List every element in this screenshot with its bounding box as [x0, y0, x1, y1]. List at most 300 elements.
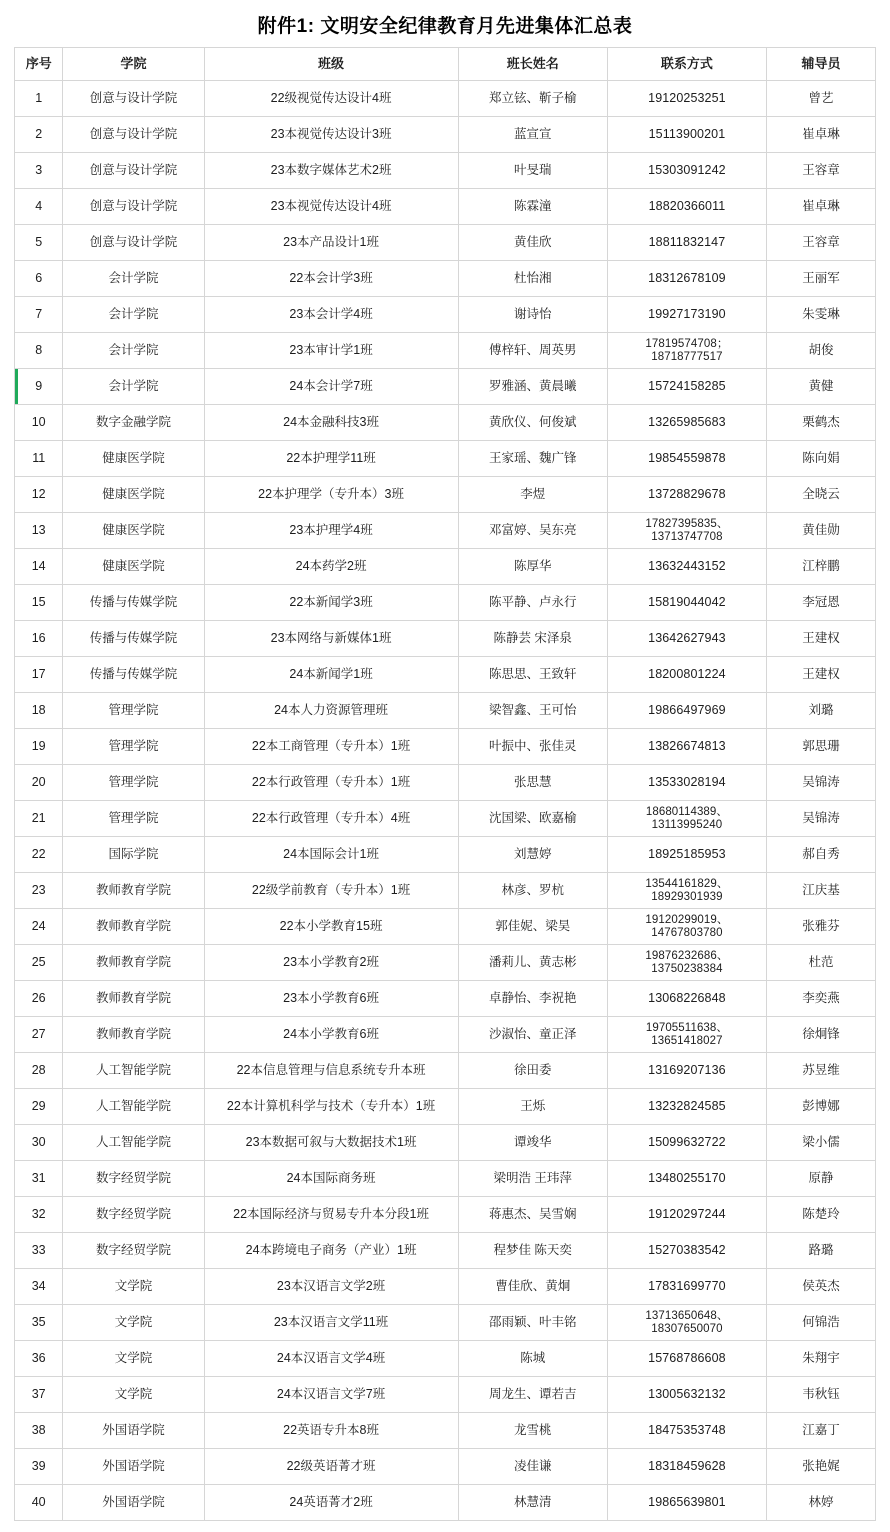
cell-monitor: 王烁: [458, 1089, 607, 1125]
cell-monitor: 徐田委: [458, 1053, 607, 1089]
cell-class: 24本国际商务班: [204, 1161, 458, 1197]
cell-index: 11: [15, 441, 63, 477]
table-row: [15, 225, 876, 261]
cell-class: 22本护理学11班: [204, 441, 458, 477]
cell-class: 23本护理学4班: [204, 513, 458, 549]
cell-line: 13651418027: [651, 1034, 723, 1047]
cell-class: 24本小学教育6班: [204, 1017, 458, 1053]
table-row: [15, 1305, 876, 1341]
cell-college: 外国语学院: [63, 1485, 204, 1521]
cell-index: 8: [15, 333, 63, 369]
cell-index: 40: [15, 1485, 63, 1521]
cell-contact: [607, 801, 766, 837]
cell-monitor: 陈城: [458, 1341, 607, 1377]
cell-college: 会计学院: [63, 297, 204, 333]
table-row: [15, 153, 876, 189]
cell-contact: 18200801224: [607, 657, 766, 693]
cell-contact: 18820366011: [607, 189, 766, 225]
cell-index: 16: [15, 621, 63, 657]
cell-class: 23本数据可叙与大数据技术1班: [204, 1125, 458, 1161]
cell-class: 22本新闻学3班: [204, 585, 458, 621]
table-row: [15, 1377, 876, 1413]
cell-class: 24本汉语言文学7班: [204, 1377, 458, 1413]
table-row: [15, 801, 876, 837]
cell-index: 39: [15, 1449, 63, 1485]
table-row: [15, 333, 876, 369]
cell-monitor: 卓静怡、李祝艳: [458, 981, 607, 1017]
cell-line: 14767803780: [651, 926, 723, 939]
cell-college: 文学院: [63, 1269, 204, 1305]
cell-index: 17: [15, 657, 63, 693]
cell-class: 23本数字媒体艺术2班: [204, 153, 458, 189]
cell-class: 22本国际经济与贸易专升本分段1班: [204, 1197, 458, 1233]
table-row: [15, 1125, 876, 1161]
cell-tutor: 崔卓琳: [767, 189, 876, 225]
cell-monitor: 蓝宣宣: [458, 117, 607, 153]
table-row: [15, 693, 876, 729]
cell-college: 教师教育学院: [63, 909, 204, 945]
cell-contact: [607, 1305, 766, 1341]
cell-class: 24本跨境电子商务（产业）1班: [204, 1233, 458, 1269]
cell-tutor: 朱翔宇: [767, 1341, 876, 1377]
cell-monitor: 潘莉儿、黄志彬: [458, 945, 607, 981]
cell-college: 外国语学院: [63, 1413, 204, 1449]
table-row: [15, 1413, 876, 1449]
cell-class: 23本汉语言文学11班: [204, 1305, 458, 1341]
cell-contact: 15099632722: [607, 1125, 766, 1161]
cell-line: 13713650648、: [645, 1309, 729, 1322]
cell-tutor: 曾艺: [767, 81, 876, 117]
column-header-monitor: 班长姓名: [458, 48, 607, 81]
cell-contact: 13533028194: [607, 765, 766, 801]
cell-tutor: 朱雯琳: [767, 297, 876, 333]
cell-tutor: 黄佳勋: [767, 513, 876, 549]
cell-tutor: 林婷: [767, 1485, 876, 1521]
cell-monitor: 沙淑怡、童正泽: [458, 1017, 607, 1053]
cell-contact: [607, 873, 766, 909]
cell-college: 健康医学院: [63, 549, 204, 585]
cell-contact: [607, 333, 766, 369]
cell-college: 创意与设计学院: [63, 225, 204, 261]
cell-index: 28: [15, 1053, 63, 1089]
cell-tutor: 栗鹤杰: [767, 405, 876, 441]
cell-class: 23本产品设计1班: [204, 225, 458, 261]
cell-college: 国际学院: [63, 837, 204, 873]
cell-class: 23本网络与新媒体1班: [204, 621, 458, 657]
cell-contact: 17831699770: [607, 1269, 766, 1305]
cell-index: 23: [15, 873, 63, 909]
cell-class: 23本审计学1班: [204, 333, 458, 369]
cell-line: 19705511638、: [645, 1021, 729, 1034]
cell-tutor: 刘璐: [767, 693, 876, 729]
cell-contact: 19120297244: [607, 1197, 766, 1233]
cell-college: 教师教育学院: [63, 945, 204, 981]
cell-college: 管理学院: [63, 693, 204, 729]
table-row: [15, 1089, 876, 1125]
cell-class: 22本会计学3班: [204, 261, 458, 297]
cell-monitor: 梁智鑫、王可怡: [458, 693, 607, 729]
cell-class: 22本行政管理（专升本）1班: [204, 765, 458, 801]
cell-contact: 13728829678: [607, 477, 766, 513]
cell-index: 1: [15, 81, 63, 117]
table-row: [15, 513, 876, 549]
cell-index: 4: [15, 189, 63, 225]
cell-class: 23本小学教育2班: [204, 945, 458, 981]
cell-index: 10: [15, 405, 63, 441]
cell-tutor: 江庆基: [767, 873, 876, 909]
cell-college: 会计学院: [63, 261, 204, 297]
table-row: [15, 297, 876, 333]
cell-index: 36: [15, 1341, 63, 1377]
cell-index: 29: [15, 1089, 63, 1125]
cell-index: 18: [15, 693, 63, 729]
cell-college: 文学院: [63, 1305, 204, 1341]
cell-class: 23本视觉传达设计4班: [204, 189, 458, 225]
cell-class: 22本信息管理与信息系统专升本班: [204, 1053, 458, 1089]
cell-tutor: 全晓云: [767, 477, 876, 513]
cell-college: 会计学院: [63, 369, 204, 405]
table-row: [15, 1341, 876, 1377]
cell-tutor: 梁小儒: [767, 1125, 876, 1161]
table-row: [15, 657, 876, 693]
cell-tutor: 王建权: [767, 621, 876, 657]
cell-line: 13544161829、: [645, 877, 729, 890]
cell-index: 5: [15, 225, 63, 261]
cell-monitor: 罗雅涵、黄晨曦: [458, 369, 607, 405]
cell-class: 24本会计学7班: [204, 369, 458, 405]
cell-index: 38: [15, 1413, 63, 1449]
cell-contact: 13005632132: [607, 1377, 766, 1413]
cell-class: 22本护理学（专升本）3班: [204, 477, 458, 513]
cell-index: 25: [15, 945, 63, 981]
cell-tutor: 吴锦涛: [767, 765, 876, 801]
cell-class: 22级英语菁才班: [204, 1449, 458, 1485]
cell-index: 27: [15, 1017, 63, 1053]
cell-college: 创意与设计学院: [63, 117, 204, 153]
cell-monitor: 林彦、罗杭: [458, 873, 607, 909]
cell-monitor: 陈霖潼: [458, 189, 607, 225]
cell-college: 数字金融学院: [63, 405, 204, 441]
table-row: [15, 405, 876, 441]
cell-contact: 15768786608: [607, 1341, 766, 1377]
table-row: [15, 729, 876, 765]
cell-line: 18680114389、: [645, 805, 729, 818]
cell-index: 31: [15, 1161, 63, 1197]
column-header-class: 班级: [204, 48, 458, 81]
cell-contact: 15270383542: [607, 1233, 766, 1269]
cell-class: 24本金融科技3班: [204, 405, 458, 441]
cell-contact: 13169207136: [607, 1053, 766, 1089]
cell-tutor: 胡俊: [767, 333, 876, 369]
cell-college: 外国语学院: [63, 1449, 204, 1485]
cell-line: 19120299019、: [645, 913, 729, 926]
column-header-tutor: 辅导员: [767, 48, 876, 81]
cell-tutor: 韦秋钰: [767, 1377, 876, 1413]
cell-line: 17827395835、: [645, 517, 729, 530]
table-row: [15, 1449, 876, 1485]
cell-index: 37: [15, 1377, 63, 1413]
cell-line: 13713747708: [651, 530, 723, 543]
cell-college: 教师教育学院: [63, 873, 204, 909]
cell-monitor: 陈厚华: [458, 549, 607, 585]
cell-monitor: 邓富婷、吴东亮: [458, 513, 607, 549]
cell-college: 数字经贸学院: [63, 1233, 204, 1269]
cell-index: 22: [15, 837, 63, 873]
table-row: [15, 945, 876, 981]
cell-monitor: 傅梓轩、周英男: [458, 333, 607, 369]
table-row: [15, 909, 876, 945]
cell-contact: 18475353748: [607, 1413, 766, 1449]
cell-tutor: 陈楚玲: [767, 1197, 876, 1233]
cell-class: 22本行政管理（专升本）4班: [204, 801, 458, 837]
cell-contact: 15303091242: [607, 153, 766, 189]
table-row: [15, 1233, 876, 1269]
cell-monitor: 谭竣华: [458, 1125, 607, 1161]
cell-college: 人工智能学院: [63, 1125, 204, 1161]
cell-contact: 13826674813: [607, 729, 766, 765]
cell-tutor: 杜范: [767, 945, 876, 981]
table-row: [15, 873, 876, 909]
page-title: 附件1: 文明安全纪律教育月先进集体汇总表: [257, 16, 633, 37]
cell-college: 教师教育学院: [63, 1017, 204, 1053]
cell-contact: 13632443152: [607, 549, 766, 585]
cell-contact: 18318459628: [607, 1449, 766, 1485]
cell-college: 文学院: [63, 1341, 204, 1377]
column-header-index: 序号: [15, 48, 63, 81]
cell-tutor: 王建权: [767, 657, 876, 693]
cell-monitor: 曹佳欣、黄炯: [458, 1269, 607, 1305]
cell-index: 33: [15, 1233, 63, 1269]
cell-index: 34: [15, 1269, 63, 1305]
table-row: [15, 1161, 876, 1197]
table-row: [15, 1485, 876, 1521]
cell-class: 23本汉语言文学2班: [204, 1269, 458, 1305]
cell-class: 24本药学2班: [204, 549, 458, 585]
cell-contact: 18925185953: [607, 837, 766, 873]
cell-college: 会计学院: [63, 333, 204, 369]
cell-contact: [607, 1017, 766, 1053]
cell-monitor: 张思慧: [458, 765, 607, 801]
cell-contact: 19927173190: [607, 297, 766, 333]
cell-monitor: 梁明浩 王玮萍: [458, 1161, 607, 1197]
table-row: [15, 585, 876, 621]
cell-monitor: 沈国梁、欧嘉榆: [458, 801, 607, 837]
table-row: [15, 261, 876, 297]
cell-tutor: 张雅芬: [767, 909, 876, 945]
cell-monitor: 郭佳妮、梁昊: [458, 909, 607, 945]
cell-class: 22本小学教育15班: [204, 909, 458, 945]
cell-contact: 13232824585: [607, 1089, 766, 1125]
table-row: [15, 837, 876, 873]
cell-class: 22本工商管理（专升本）1班: [204, 729, 458, 765]
cell-tutor: 王容章: [767, 153, 876, 189]
cell-monitor: 程梦佳 陈天奕: [458, 1233, 607, 1269]
cell-index: 13: [15, 513, 63, 549]
cell-college: 教师教育学院: [63, 981, 204, 1017]
cell-tutor: 何锦浩: [767, 1305, 876, 1341]
cell-line: 18307650070: [651, 1322, 723, 1335]
cell-class: 22本计算机科学与技术（专升本）1班: [204, 1089, 458, 1125]
cell-contact: [607, 513, 766, 549]
cell-class: 23本视觉传达设计3班: [204, 117, 458, 153]
column-header-contact: 联系方式: [607, 48, 766, 81]
cell-index: 35: [15, 1305, 63, 1341]
cell-contact: [607, 909, 766, 945]
cell-class: 22英语专升本8班: [204, 1413, 458, 1449]
cell-college: 文学院: [63, 1377, 204, 1413]
column-header-college: 学院: [63, 48, 204, 81]
cell-tutor: 路璐: [767, 1233, 876, 1269]
cell-tutor: 郭思珊: [767, 729, 876, 765]
cell-monitor: 黄佳欣: [458, 225, 607, 261]
cell-college: 数字经贸学院: [63, 1161, 204, 1197]
table-row: [15, 81, 876, 117]
cell-college: 传播与传媒学院: [63, 621, 204, 657]
cell-tutor: 江嘉丁: [767, 1413, 876, 1449]
table-row: [15, 441, 876, 477]
cell-college: 管理学院: [63, 729, 204, 765]
cell-class: 24本人力资源管理班: [204, 693, 458, 729]
table-row: [15, 1197, 876, 1233]
cell-monitor: 邵雨颖、叶丰铭: [458, 1305, 607, 1341]
cell-tutor: 原静: [767, 1161, 876, 1197]
cell-college: 健康医学院: [63, 477, 204, 513]
cell-monitor: 凌佳谦: [458, 1449, 607, 1485]
table-body: [15, 81, 876, 1521]
cell-contact: 19866497969: [607, 693, 766, 729]
cell-class: 23本小学教育6班: [204, 981, 458, 1017]
table-row: [15, 117, 876, 153]
cell-index: 3: [15, 153, 63, 189]
cell-line: 13750238384: [651, 962, 723, 975]
cell-college: 管理学院: [63, 765, 204, 801]
table-header-row: [15, 48, 876, 81]
cell-class: 24本新闻学1班: [204, 657, 458, 693]
cell-monitor: 刘慧婷: [458, 837, 607, 873]
cell-tutor: 苏昱维: [767, 1053, 876, 1089]
cell-contact: 15113900201: [607, 117, 766, 153]
cell-contact: 19854559878: [607, 441, 766, 477]
cell-monitor: 龙雪桃: [458, 1413, 607, 1449]
cell-class: 22级视觉传达设计4班: [204, 81, 458, 117]
cell-contact: 15724158285: [607, 369, 766, 405]
table-row: [15, 981, 876, 1017]
cell-index: 24: [15, 909, 63, 945]
cell-monitor: 杜怡湘: [458, 261, 607, 297]
cell-tutor: 江梓鹏: [767, 549, 876, 585]
cell-college: 传播与传媒学院: [63, 585, 204, 621]
cell-monitor: 叶振中、张佳灵: [458, 729, 607, 765]
table-header: [15, 48, 876, 81]
cell-monitor: 林慧清: [458, 1485, 607, 1521]
table-row: [15, 1053, 876, 1089]
cell-tutor: 王丽军: [767, 261, 876, 297]
cell-contact: 15819044042: [607, 585, 766, 621]
cell-index: 26: [15, 981, 63, 1017]
cell-monitor: 周龙生、谭若吉: [458, 1377, 607, 1413]
summary-table: [14, 47, 876, 1521]
cell-line: 18929301939: [651, 890, 723, 903]
cell-college: 传播与传媒学院: [63, 657, 204, 693]
cell-monitor: 叶旻瑞: [458, 153, 607, 189]
table-row: [15, 549, 876, 585]
cell-contact: 18312678109: [607, 261, 766, 297]
cell-tutor: 陈向娟: [767, 441, 876, 477]
cell-college: 创意与设计学院: [63, 81, 204, 117]
cell-contact: 18811832147: [607, 225, 766, 261]
cell-index: 21: [15, 801, 63, 837]
cell-tutor: 李冠恩: [767, 585, 876, 621]
table-row: [15, 765, 876, 801]
cell-class: 24英语菁才2班: [204, 1485, 458, 1521]
table-row: [15, 621, 876, 657]
cell-monitor: 谢诗怡: [458, 297, 607, 333]
cell-class: 24本汉语言文学4班: [204, 1341, 458, 1377]
table-row: [15, 189, 876, 225]
table-row: [15, 369, 876, 405]
cell-contact: 19865639801: [607, 1485, 766, 1521]
cell-monitor: 蒋惠杰、吴雪娴: [458, 1197, 607, 1233]
cell-contact: 13265985683: [607, 405, 766, 441]
cell-college: 健康医学院: [63, 441, 204, 477]
cell-college: 数字经贸学院: [63, 1197, 204, 1233]
cell-index: 30: [15, 1125, 63, 1161]
cell-contact: 13642627943: [607, 621, 766, 657]
cell-monitor: 王家瑶、魏广锋: [458, 441, 607, 477]
cell-index: 14: [15, 549, 63, 585]
cell-college: 人工智能学院: [63, 1053, 204, 1089]
cell-class: 24本国际会计1班: [204, 837, 458, 873]
cell-contact: 19120253251: [607, 81, 766, 117]
cell-index: 6: [15, 261, 63, 297]
cell-monitor: 黄欣仪、何俊斌: [458, 405, 607, 441]
cell-tutor: 侯英杰: [767, 1269, 876, 1305]
cell-index: 7: [15, 297, 63, 333]
cell-tutor: 张艳娓: [767, 1449, 876, 1485]
cell-index: 9: [15, 369, 63, 405]
cell-monitor: 陈平静、卢永行: [458, 585, 607, 621]
cell-tutor: 崔卓琳: [767, 117, 876, 153]
cell-tutor: 吴锦涛: [767, 801, 876, 837]
cell-tutor: 徐炯锋: [767, 1017, 876, 1053]
cell-tutor: 彭博娜: [767, 1089, 876, 1125]
cell-monitor: 李煜: [458, 477, 607, 513]
cell-tutor: 郝自秀: [767, 837, 876, 873]
cell-tutor: 黄健: [767, 369, 876, 405]
cell-line: 19876232686、: [645, 949, 729, 962]
cell-class: 23本会计学4班: [204, 297, 458, 333]
cell-index: 15: [15, 585, 63, 621]
cell-college: 人工智能学院: [63, 1089, 204, 1125]
cell-contact: 13480255170: [607, 1161, 766, 1197]
table-row: [15, 477, 876, 513]
cell-line: 13113995240: [651, 818, 723, 831]
cell-college: 管理学院: [63, 801, 204, 837]
cell-index: 19: [15, 729, 63, 765]
cell-index: 32: [15, 1197, 63, 1233]
table-row: [15, 1269, 876, 1305]
cell-college: 健康医学院: [63, 513, 204, 549]
cell-college: 创意与设计学院: [63, 153, 204, 189]
cell-line: 18718777517: [651, 350, 723, 363]
cell-index: 20: [15, 765, 63, 801]
cell-monitor: 陈静芸 宋泽泉: [458, 621, 607, 657]
cell-tutor: 李奕燕: [767, 981, 876, 1017]
cell-index: 2: [15, 117, 63, 153]
cell-monitor: 陈思思、王致轩: [458, 657, 607, 693]
table-row: [15, 1017, 876, 1053]
cell-index: 12: [15, 477, 63, 513]
